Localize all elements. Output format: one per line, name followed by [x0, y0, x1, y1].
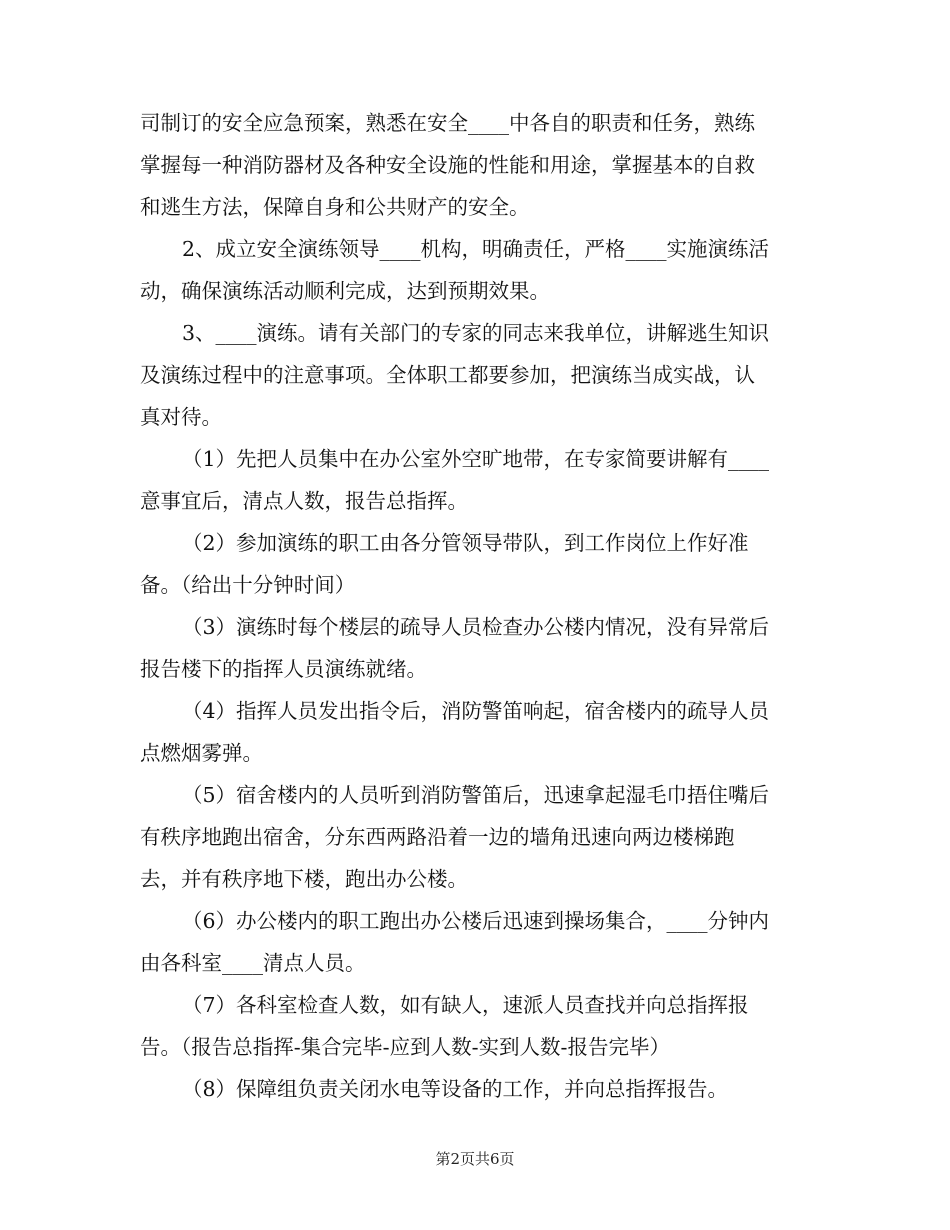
text-line: 及演练过程中的注意事项。全体职工都要参加，把演练当成实战，认	[140, 363, 755, 387]
text-line: （4）指挥人员发出指令后，消防警笛响起，宿舍楼内的疏导人员	[182, 699, 770, 723]
text-line: （2）参加演练的职工由各分管领导带队，到工作岗位上作好准	[182, 531, 749, 555]
text-line: （6）办公楼内的职工跑出办公楼后迅速到操场集合，____分钟内	[182, 909, 770, 933]
text-line: 和逃生方法，保障自身和公共财产的安全。	[140, 195, 530, 219]
document-body	[140, 102, 810, 1110]
text-line: 司制订的安全应急预案，熟悉在安全____中各自的职责和任务，熟练	[140, 111, 755, 135]
text-line: 去，并有秩序地下楼，跑出办公楼。	[140, 867, 468, 891]
text-line: 2、成立安全演练领导____机构，明确责任，严格____实施演练活	[182, 237, 770, 261]
text-line: 报告楼下的指挥人员演练就绪。	[140, 657, 427, 681]
text-line: 意事宜后，清点人数，报告总指挥。	[140, 489, 468, 513]
text-line: （1）先把人员集中在办公室外空旷地带，在专家简要讲解有____	[182, 447, 770, 471]
text-line: 动，确保演练活动顺利完成，达到预期效果。	[140, 279, 550, 303]
text-line: 有秩序地跑出宿舍，分东西两路沿着一边的墙角迅速向两边楼梯跑	[140, 825, 735, 849]
text-line: 由各科室____清点人员。	[140, 951, 366, 975]
text-line: 真对待。	[140, 405, 222, 429]
text-line: （8）保障组负责关闭水电等设备的工作，并向总指挥报告。	[182, 1077, 729, 1101]
text-line: 告。（报告总指挥-集合完毕-应到人数-实到人数-报告完毕）	[140, 1035, 670, 1059]
text-line: （5）宿舍楼内的人员听到消防警笛后，迅速拿起湿毛巾捂住嘴后	[182, 783, 770, 807]
text-line: 3、____演练。请有关部门的专家的同志来我单位，讲解逃生知识	[182, 321, 770, 345]
text-line: 点燃烟雾弹。	[140, 741, 263, 765]
page-number: 第2页共6页	[435, 1150, 515, 1168]
text-line: 掌握每一种消防器材及各种安全设施的性能和用途，掌握基本的自救	[140, 153, 755, 177]
text-line: （3）演练时每个楼层的疏导人员检查办公楼内情况，没有异常后	[182, 615, 770, 639]
text-line: （7）各科室检查人数，如有缺人，速派人员查找并向总指挥报	[182, 993, 749, 1017]
text-line: 备。（给出十分钟时间）	[140, 573, 356, 597]
